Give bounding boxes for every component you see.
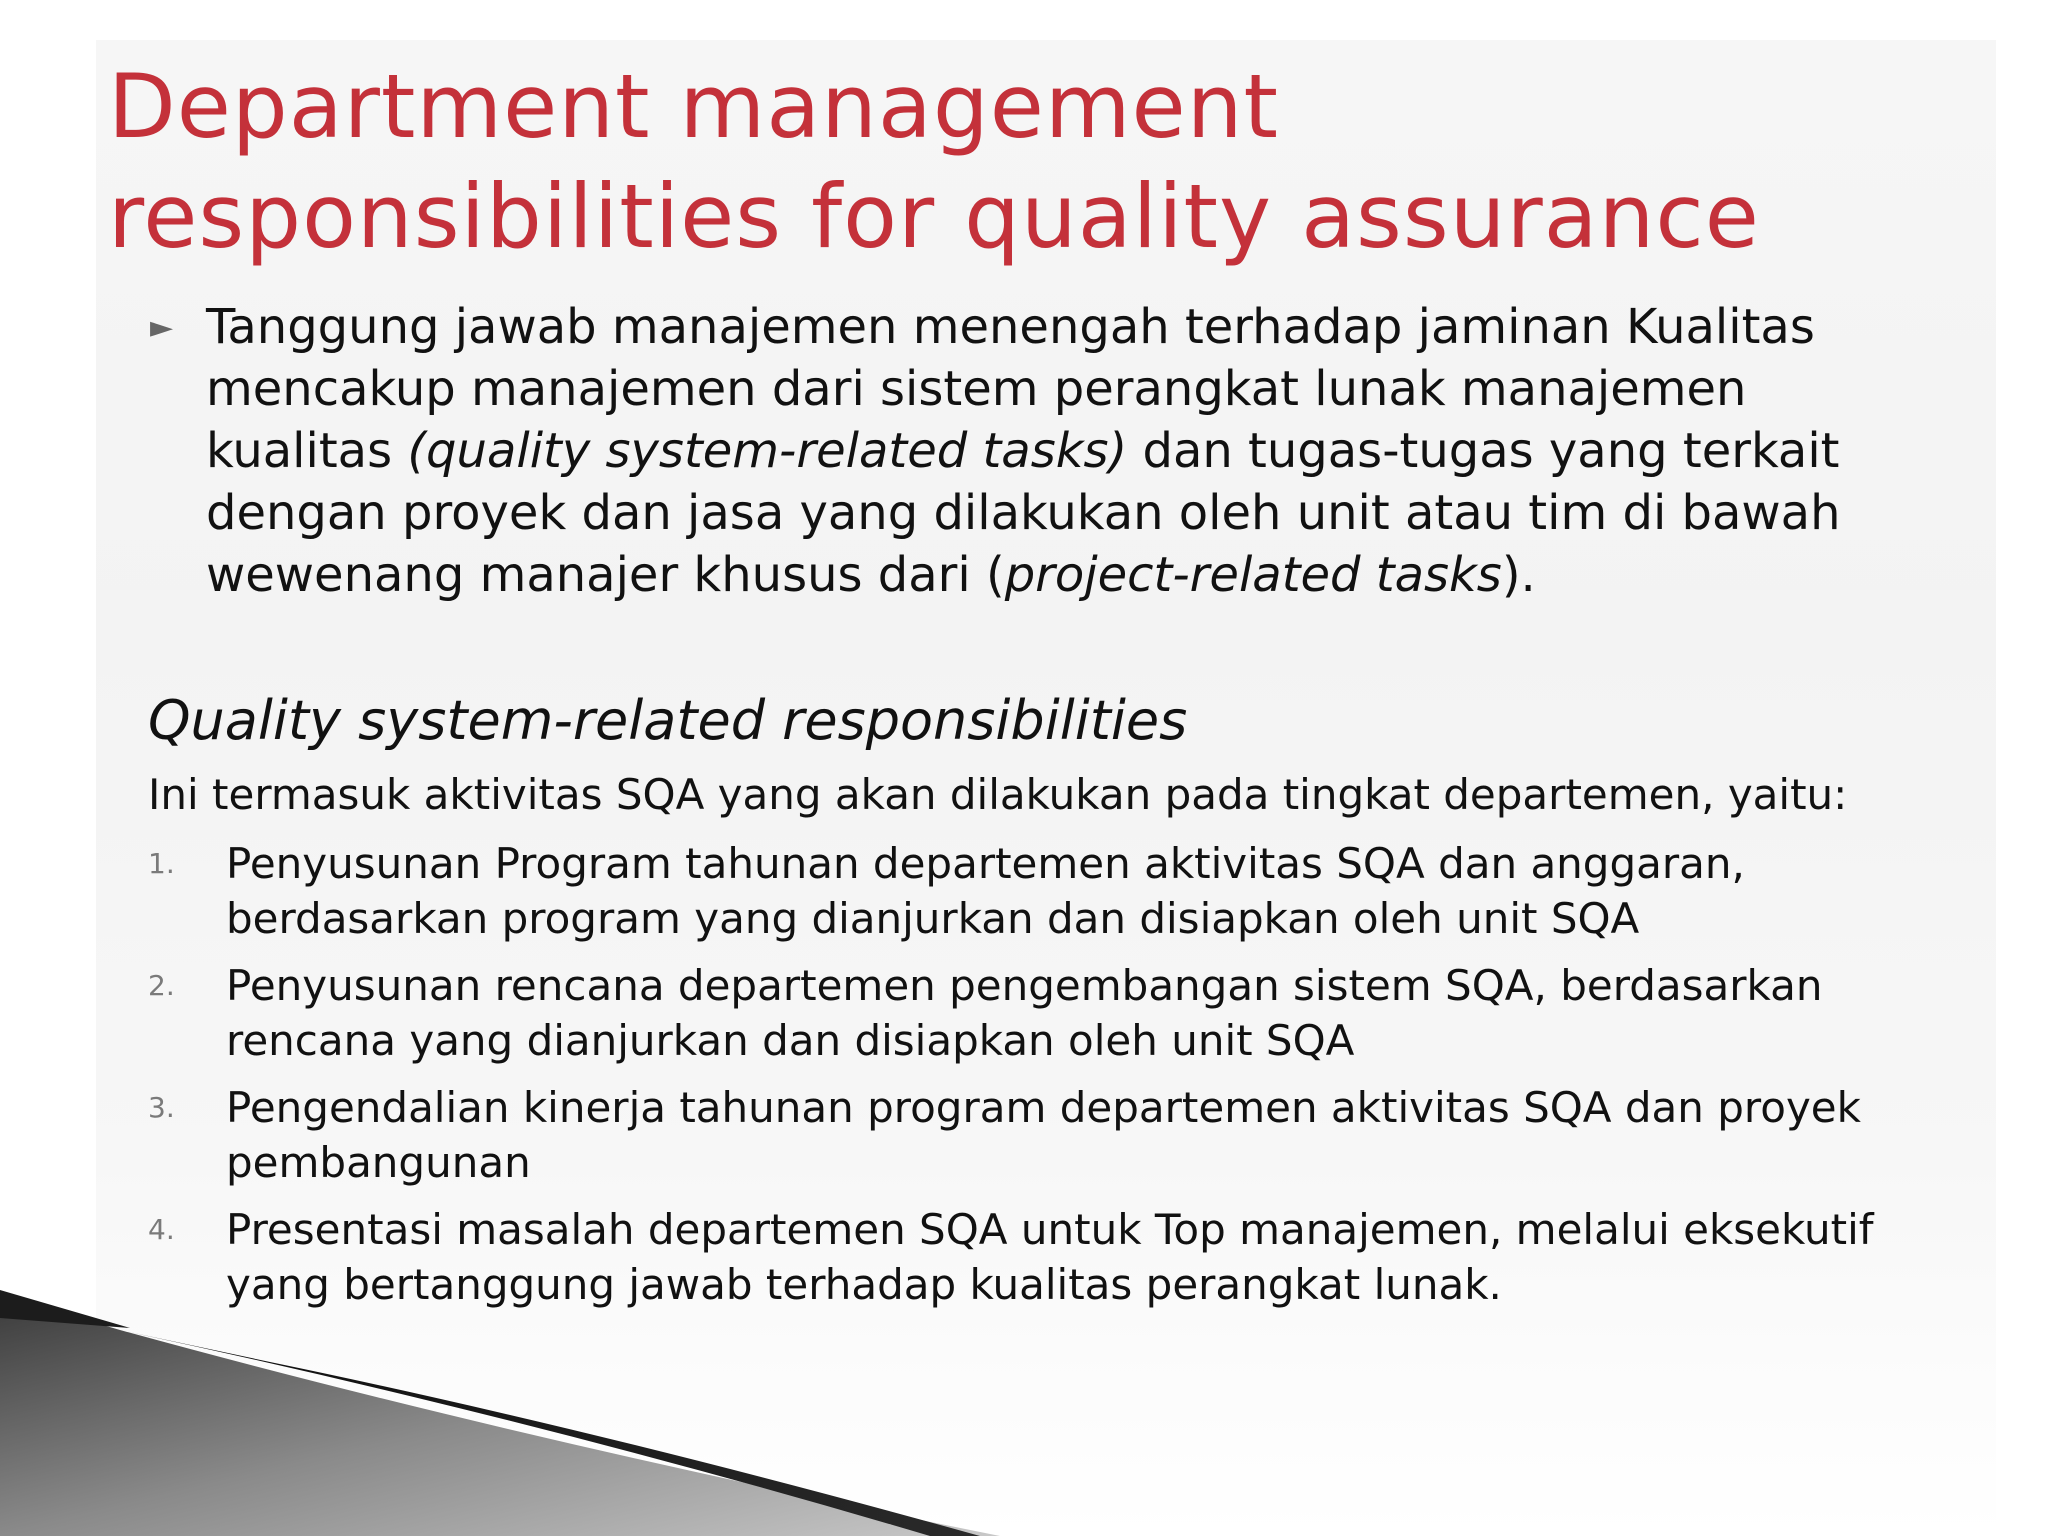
section-subheading: Quality system-related responsibilities: [148, 689, 1188, 752]
list-item-number: 1.: [148, 847, 175, 880]
intro-text-before: Tanggung jawab manajemen menengah terhadap jaminan Kualitas mencakup manajemen dari sistem perangkat lunak manajemen kualitas: [206, 299, 1815, 479]
intro-text-middle: dan tugas-tugas yang terkait dengan proyek dan jasa yang dilakukan oleh unit atau tim di bawah wewenang manajer khusus dari (: [206, 423, 1841, 603]
intro-italic-quality-tasks: (quality system-related tasks): [407, 423, 1128, 479]
intro-italic-project-tasks: project-related tasks: [1004, 547, 1502, 603]
title-line-1: Department management: [108, 55, 1279, 158]
list-item-text: Penyusunan rencana departemen pengembangan sistem SQA, berdasarkan rencana yang dianjurkan dan disiapkan oleh unit SQA: [226, 961, 1823, 1065]
triangle-right-icon: ►: [150, 310, 174, 345]
list-item-text: Pengendalian kinerja tahunan program departemen aktivitas SQA dan proyek pembangunan: [226, 1083, 1861, 1187]
list-item-number: 4.: [148, 1213, 175, 1246]
title-line-2: responsibilities for quality assurance: [108, 165, 1760, 268]
list-item-text: Penyusunan Program tahunan departemen aktivitas SQA dan anggaran, berdasarkan program yang dianjurkan dan disiapkan oleh unit SQA: [226, 839, 1745, 943]
list-item-number: 2.: [148, 969, 175, 1002]
intro-text-after: ).: [1501, 547, 1536, 603]
list-item-number: 3.: [148, 1091, 175, 1124]
list-item-text: Presentasi masalah departemen SQA untuk Top manajemen, melalui eksekutif yang bertanggung jawab terhadap kualitas perangkat lunak.: [226, 1205, 1874, 1309]
section-lead-text: Ini termasuk aktivitas SQA yang akan dilakukan pada tingkat departemen, yaitu:: [148, 770, 1848, 819]
